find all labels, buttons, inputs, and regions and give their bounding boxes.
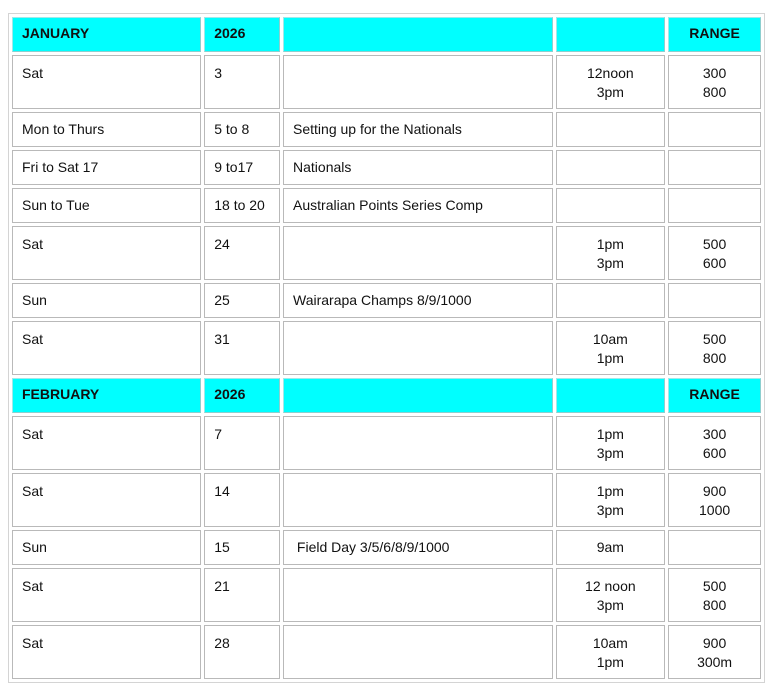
schedule-row [12,321,761,375]
month-header-row [12,378,761,413]
date-cell: 31 [204,321,280,375]
time-value: 12noon [586,65,634,81]
day-cell: Mon to Thurs [12,112,201,147]
event-cell: Wairarapa Champs 8/9/1000 [283,283,553,318]
time-value: 1pm [596,483,624,499]
time-value: 3pm [596,445,624,461]
event-cell [283,321,553,375]
range-value: 500 [702,578,727,594]
time-value: 10am [592,635,628,651]
range-cell [668,55,761,109]
time-value: 10am [592,331,628,347]
range-value: 1000 [699,502,731,518]
range-header: RANGE [668,378,761,413]
date-cell: 14 [204,473,280,527]
time-cell [556,321,666,375]
schedule-row [12,625,761,679]
time-header-cell [556,378,666,413]
time-cell [556,188,666,223]
range-value: 800 [702,350,727,366]
time-cell [556,112,666,147]
range-cell [668,150,761,185]
range-cell [668,416,761,470]
day-cell: Sat [12,625,201,679]
date-cell: 18 to 20 [204,188,280,223]
range-cell [668,112,761,147]
range-cell [668,321,761,375]
time-header-cell [556,17,666,52]
event-header-cell [283,378,553,413]
time-cell [556,283,666,318]
time-value: 3pm [596,502,624,518]
schedule-row [12,112,761,147]
event-cell [283,473,553,527]
day-cell: Sat [12,226,201,280]
time-cell [556,55,666,109]
range-cell [668,473,761,527]
date-cell: 9 to17 [204,150,280,185]
year: 2026 [204,17,280,52]
event-cell [283,226,553,280]
time-value: 3pm [596,255,624,271]
event-cell [283,568,553,622]
schedule-row [12,473,761,527]
schedule-row [12,416,761,470]
schedule-row [12,188,761,223]
day-cell: Sun [12,283,201,318]
time-value: 1pm [596,350,624,366]
month-header-row [12,17,761,52]
time-cell [556,530,666,565]
date-cell: 15 [204,530,280,565]
month-name: JANUARY [12,17,201,52]
schedule-row [12,226,761,280]
time-value: 12 noon [585,578,636,594]
event-cell: Field Day 3/5/6/8/9/1000 [283,530,553,565]
range-value: 800 [702,597,727,613]
day-cell: Sun [12,530,201,565]
event-cell [283,416,553,470]
time-cell [556,416,666,470]
range-value: 500 [702,236,727,252]
day-cell: Sat [12,473,201,527]
range-value: 800 [702,84,727,100]
range-value: 300 [702,65,727,81]
schedule-row [12,55,761,109]
year: 2026 [204,378,280,413]
event-cell: Nationals [283,150,553,185]
time-value: 1pm [596,654,624,670]
range-value: 900 [702,635,727,651]
time-value: 1pm [596,236,624,252]
schedule-row [12,150,761,185]
time-value: 9am [596,539,624,555]
range-cell [668,226,761,280]
schedule-row [12,568,761,622]
date-cell: 21 [204,568,280,622]
event-cell [283,625,553,679]
date-cell: 28 [204,625,280,679]
date-cell: 3 [204,55,280,109]
day-cell: Sat [12,568,201,622]
time-cell [556,226,666,280]
event-cell: Setting up for the Nationals [283,112,553,147]
range-cell [668,625,761,679]
day-cell: Sat [12,416,201,470]
range-value: 600 [702,255,727,271]
day-cell: Sat [12,321,201,375]
time-cell [556,473,666,527]
schedule-row [12,530,761,565]
range-cell [668,568,761,622]
time-value: 3pm [596,597,624,613]
date-cell: 7 [204,416,280,470]
range-value: 300m [697,654,733,670]
range-cell [668,283,761,318]
date-cell: 24 [204,226,280,280]
range-value: 500 [702,331,727,347]
month-name: FEBRUARY [12,378,201,413]
event-header-cell [283,17,553,52]
range-schedule-table [8,13,765,683]
time-cell [556,150,666,185]
range-cell [668,530,761,565]
range-value: 600 [702,445,727,461]
day-cell: Sat [12,55,201,109]
schedule-body [12,17,761,679]
time-cell [556,568,666,622]
time-cell [556,625,666,679]
event-cell: Australian Points Series Comp [283,188,553,223]
event-cell [283,55,553,109]
range-value: 300 [702,426,727,442]
range-header: RANGE [668,17,761,52]
date-cell: 5 to 8 [204,112,280,147]
date-cell: 25 [204,283,280,318]
range-value: 900 [702,483,727,499]
schedule-row [12,283,761,318]
time-value: 1pm [596,426,624,442]
day-cell: Fri to Sat 17 [12,150,201,185]
time-value: 3pm [596,84,624,100]
range-cell [668,188,761,223]
day-cell: Sun to Tue [12,188,201,223]
